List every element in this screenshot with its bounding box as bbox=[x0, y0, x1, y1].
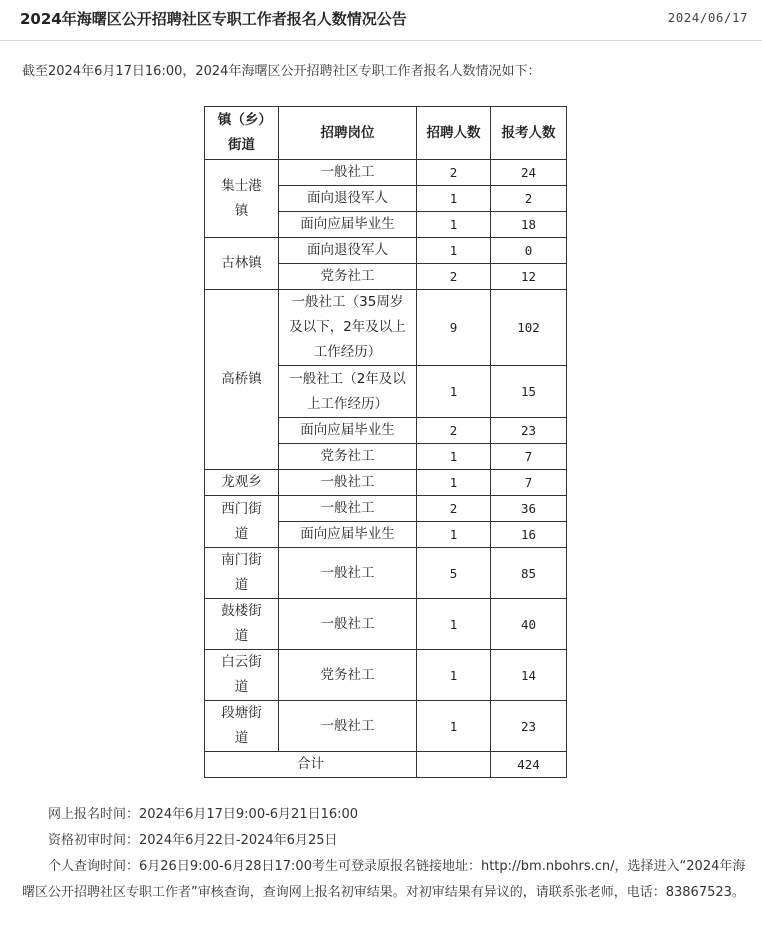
applicants-cell: 7 bbox=[491, 470, 567, 496]
recruit-cell: 1 bbox=[417, 238, 491, 264]
position-cell: 一般社工 bbox=[279, 599, 417, 650]
table-row bbox=[205, 548, 567, 599]
recruit-cell: 1 bbox=[417, 212, 491, 238]
applicants-cell: 15 bbox=[491, 366, 567, 418]
town-cell: 龙观乡 bbox=[205, 470, 279, 496]
position-cell: 一般社工 bbox=[279, 496, 417, 522]
town-cell: 段塘街道 bbox=[205, 701, 279, 752]
table-row bbox=[205, 496, 567, 522]
town-cell: 白云街道 bbox=[205, 650, 279, 701]
applicants-cell: 12 bbox=[491, 264, 567, 290]
town-cell: 集士港镇 bbox=[205, 160, 279, 238]
position-cell: 一般社工 bbox=[279, 470, 417, 496]
table-header-row bbox=[205, 107, 567, 160]
recruit-cell: 1 bbox=[417, 186, 491, 212]
header-recruit: 招聘人数 bbox=[417, 107, 491, 160]
position-cell: 面向应届毕业生 bbox=[279, 418, 417, 444]
town-cell: 西门街道 bbox=[205, 496, 279, 548]
position-cell: 面向应届毕业生 bbox=[279, 212, 417, 238]
recruit-cell: 2 bbox=[417, 264, 491, 290]
total-recruit bbox=[417, 752, 491, 778]
publish-date: 2024/06/17 bbox=[667, 10, 748, 25]
town-cell: 古林镇 bbox=[205, 238, 279, 290]
table-row bbox=[205, 650, 567, 701]
applicants-cell: 23 bbox=[491, 418, 567, 444]
applicant-count-table bbox=[204, 106, 567, 778]
registration-time: 网上报名时间：2024年6月17日9:00-6月21日16:00 bbox=[48, 807, 359, 822]
recruit-cell: 1 bbox=[417, 650, 491, 701]
recruit-cell: 1 bbox=[417, 522, 491, 548]
total-applicants: 424 bbox=[491, 752, 567, 778]
recruit-cell: 1 bbox=[417, 599, 491, 650]
applicants-cell: 24 bbox=[491, 160, 567, 186]
position-cell: 一般社工（2年及以上工作经历） bbox=[279, 366, 417, 418]
recruit-cell: 9 bbox=[417, 290, 491, 366]
applicants-cell: 23 bbox=[491, 701, 567, 752]
header-applicants: 报考人数 bbox=[491, 107, 567, 160]
applicants-cell: 14 bbox=[491, 650, 567, 701]
applicants-cell: 0 bbox=[491, 238, 567, 264]
recruit-cell: 1 bbox=[417, 470, 491, 496]
recruit-cell: 2 bbox=[417, 160, 491, 186]
position-cell: 一般社工 bbox=[279, 548, 417, 599]
town-cell: 高桥镇 bbox=[205, 290, 279, 470]
applicants-cell: 2 bbox=[491, 186, 567, 212]
page-header bbox=[0, 0, 762, 41]
position-cell: 一般社工 bbox=[279, 160, 417, 186]
town-cell: 南门街道 bbox=[205, 548, 279, 599]
table-row bbox=[205, 599, 567, 650]
recruit-cell: 5 bbox=[417, 548, 491, 599]
town-cell: 鼓楼街道 bbox=[205, 599, 279, 650]
position-cell: 党务社工 bbox=[279, 650, 417, 701]
review-time: 资格初审时间：2024年6月22日-2024年6月25日 bbox=[48, 833, 338, 848]
recruit-cell: 1 bbox=[417, 366, 491, 418]
position-cell: 一般社工（35周岁及以下，2年及以上工作经历） bbox=[279, 290, 417, 366]
query-info: 个人查询时间：6月26日9:00-6月28日17:00考生可登录原报名链接地址：http://bm.nbohrs.cn/，选择进入“2024年海曙区公开招聘社区专职工作者”审核查询，查询网上报名初审结果。对初审结果有异议的，请联系张老师，电话：83867523。 bbox=[22, 859, 746, 900]
recruit-cell: 2 bbox=[417, 418, 491, 444]
applicants-cell: 40 bbox=[491, 599, 567, 650]
position-cell: 党务社工 bbox=[279, 444, 417, 470]
table-row bbox=[205, 238, 567, 264]
applicants-cell: 7 bbox=[491, 444, 567, 470]
applicants-cell: 36 bbox=[491, 496, 567, 522]
intro-text: 截至2024年6月17日16:00，2024年海曙区公开招聘社区专职工作者报名人数情况如下： bbox=[22, 64, 541, 79]
table-row bbox=[205, 701, 567, 752]
page-title: 2024年海曙区公开招聘社区专职工作者报名人数情况公告 bbox=[20, 10, 407, 28]
header-position: 招聘岗位 bbox=[279, 107, 417, 160]
applicants-cell: 16 bbox=[491, 522, 567, 548]
applicants-cell: 18 bbox=[491, 212, 567, 238]
table-row bbox=[205, 470, 567, 496]
applicants-cell: 102 bbox=[491, 290, 567, 366]
total-row bbox=[205, 752, 567, 778]
notes-section bbox=[22, 802, 752, 906]
header-town: 镇（乡）街道 bbox=[205, 107, 279, 160]
applicants-cell: 85 bbox=[491, 548, 567, 599]
table-row bbox=[205, 290, 567, 366]
position-cell: 一般社工 bbox=[279, 701, 417, 752]
position-cell: 面向应届毕业生 bbox=[279, 522, 417, 548]
position-cell: 面向退役军人 bbox=[279, 238, 417, 264]
position-cell: 党务社工 bbox=[279, 264, 417, 290]
table-row bbox=[205, 160, 567, 186]
total-label: 合计 bbox=[205, 752, 417, 778]
recruit-cell: 2 bbox=[417, 496, 491, 522]
recruit-cell: 1 bbox=[417, 444, 491, 470]
recruit-cell: 1 bbox=[417, 701, 491, 752]
position-cell: 面向退役军人 bbox=[279, 186, 417, 212]
